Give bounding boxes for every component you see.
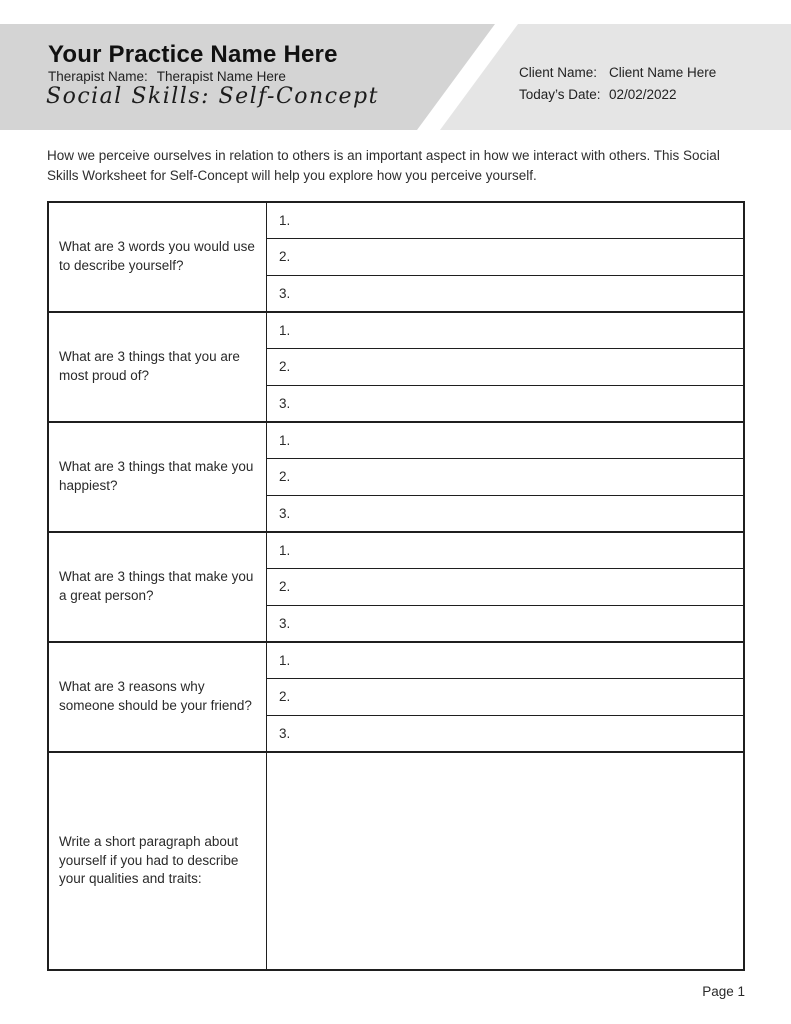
question-row-happiest bbox=[49, 423, 743, 533]
therapist-name-value: Therapist Name Here bbox=[156, 69, 286, 84]
date-label: Today’s Date: bbox=[519, 87, 601, 102]
question-text: What are 3 things that you are most proud of? bbox=[59, 349, 240, 383]
question-cell bbox=[49, 753, 267, 969]
answer-line-2 bbox=[267, 459, 743, 495]
answer-number: 3. bbox=[279, 725, 291, 741]
question-row-friend bbox=[49, 643, 743, 753]
answer-number: 2. bbox=[279, 249, 291, 265]
question-cell bbox=[49, 533, 267, 641]
answer-column bbox=[267, 423, 743, 531]
date-value: 02/02/2022 bbox=[609, 87, 677, 102]
answer-line-2 bbox=[267, 349, 743, 385]
answer-line-3 bbox=[267, 606, 743, 641]
answer-line-1 bbox=[267, 203, 743, 239]
question-row-great-person bbox=[49, 533, 743, 643]
answer-line-1 bbox=[267, 313, 743, 349]
paragraph-row bbox=[49, 753, 743, 969]
question-text: What are 3 reasons why someone should be your friend? bbox=[59, 679, 252, 713]
question-cell bbox=[49, 643, 267, 751]
page-number: Page 1 bbox=[702, 984, 745, 999]
question-cell bbox=[49, 203, 267, 311]
question-row-proud bbox=[49, 313, 743, 423]
answer-number: 2. bbox=[279, 579, 291, 595]
answer-number: 1. bbox=[279, 213, 291, 229]
question-text: What are 3 words you would use to describe yourself? bbox=[59, 239, 255, 273]
question-cell bbox=[49, 423, 267, 531]
answer-column bbox=[267, 313, 743, 421]
answer-line-1 bbox=[267, 643, 743, 679]
answer-line-1 bbox=[267, 423, 743, 459]
answer-number: 3. bbox=[279, 395, 291, 411]
answer-number: 1. bbox=[279, 653, 291, 669]
answer-line-2 bbox=[267, 679, 743, 715]
answer-number: 1. bbox=[279, 323, 291, 339]
question-text: What are 3 things that make you happiest? bbox=[59, 459, 254, 493]
answer-number: 3. bbox=[279, 615, 291, 631]
answer-number: 3. bbox=[279, 285, 291, 301]
answer-column bbox=[267, 643, 743, 751]
answer-column bbox=[267, 533, 743, 641]
therapist-line bbox=[48, 69, 286, 84]
client-name-value: Client Name Here bbox=[609, 65, 717, 80]
answer-line-2 bbox=[267, 569, 743, 605]
practice-name: Your Practice Name Here bbox=[48, 41, 338, 68]
answer-number: 2. bbox=[279, 359, 291, 375]
worksheet-title: Social Skills: Self-Concept bbox=[46, 84, 379, 109]
answer-number: 1. bbox=[279, 543, 291, 559]
answer-line-2 bbox=[267, 239, 743, 275]
answer-number: 3. bbox=[279, 505, 291, 521]
header bbox=[0, 24, 791, 130]
therapist-name-label: Therapist Name: bbox=[48, 69, 148, 84]
question-cell bbox=[49, 313, 267, 421]
client-name-label: Client Name: bbox=[519, 65, 598, 80]
client-info-block bbox=[519, 65, 716, 102]
question-row-words bbox=[49, 203, 743, 313]
answer-number: 2. bbox=[279, 469, 291, 485]
answer-line-3 bbox=[267, 716, 743, 751]
answer-line-3 bbox=[267, 496, 743, 531]
answer-line-3 bbox=[267, 386, 743, 421]
answer-column bbox=[267, 203, 743, 311]
answer-number: 2. bbox=[279, 689, 291, 705]
intro-paragraph: How we perceive ourselves in relation to others is an important aspect in how we interact with others. This Social Skills Worksheet for Self-Concept will help you explore how you perceive yourself. bbox=[47, 148, 720, 183]
question-text: Write a short paragraph about yourself if you had to describe your qualities and traits: bbox=[59, 833, 239, 887]
question-text: What are 3 things that make you a great person? bbox=[59, 569, 254, 603]
paragraph-answer-area bbox=[267, 753, 743, 969]
worksheet-table bbox=[47, 201, 745, 971]
answer-line-1 bbox=[267, 533, 743, 569]
answer-line-3 bbox=[267, 276, 743, 311]
answer-number: 1. bbox=[279, 433, 291, 449]
